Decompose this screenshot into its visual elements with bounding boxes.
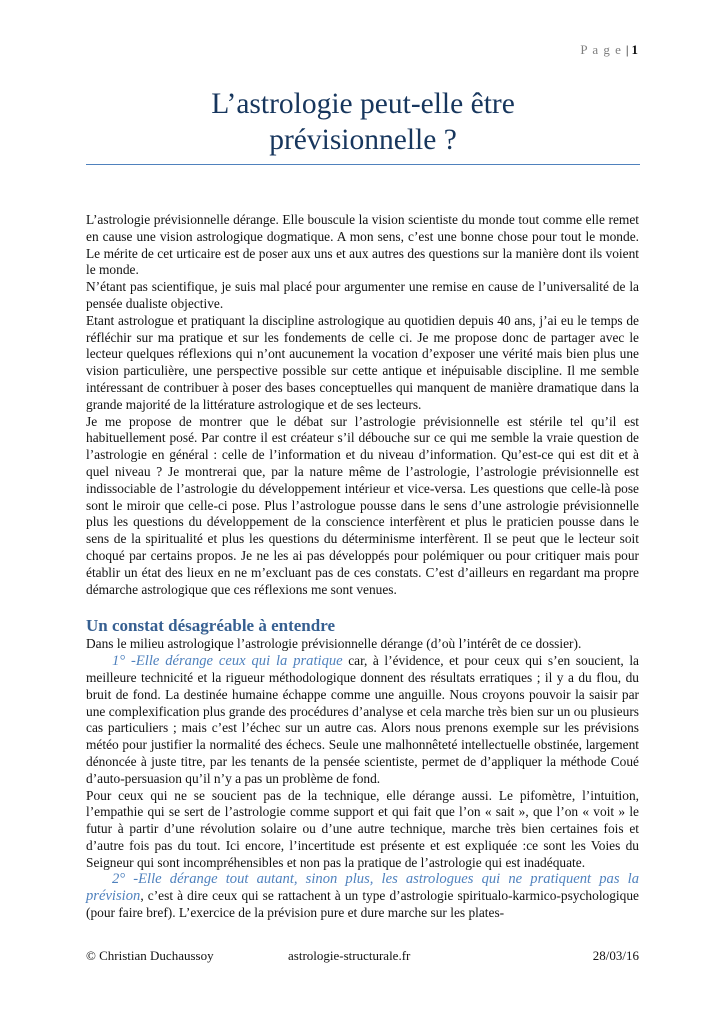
section-heading: Un constat désagréable à entendre <box>86 616 335 636</box>
point-2-text: , c’est à dire ceux qui se rattachent à un type d’astrologie spiritualo-karmico-psychologique (pour faire bref). L’exercice de la prévision pure et dure marche sur les plates- <box>86 888 639 921</box>
title-line-2: prévisionnelle ? <box>269 124 457 156</box>
title-line-1: L’astrologie peut-elle être <box>211 88 515 120</box>
footer-date: 28/03/16 <box>592 948 639 963</box>
document-title <box>86 86 640 165</box>
point-2-lead: 2° -Elle dérange tout autant, sinon plus, les astrologues qui ne pratiquent pas la prévision <box>86 871 639 905</box>
point-1-paragraph <box>86 653 639 787</box>
point-2-paragraph <box>86 871 639 921</box>
point-1-text: car, à l’évidence, et pour ceux qui s’en soucient, la meilleure technicité et la rigueur méthodologique donnent des résultats erratiques ; il y a du flou, du bruit de fond. La destinée humaine échappe comme une anguille. Nous croyons pouvoir la saisir par une complexification plus grande des procédures d’analyse et cela marche très bien sur un ou plusieurs cas particuliers ; mais c’est l’échec sur un autre cas. Alors nous prenons exemple sur les prévisions météo pour justifier la normalité des échecs. Seule une malhonnêteté intellectuelle obstinée, largement dénoncée à juste titre, par les tenants de la pensée scientiste, permet de d’appliquer la méthode Coué d’auto-persuasion qu’il n’y a pas un problème de fond. <box>86 653 639 786</box>
page-separator: | <box>625 42 630 57</box>
intro-paragraph-4: Je me propose de montrer que le débat sur l’astrologie prévisionnelle est stérile tel qu’il est habituellement posé. Par contre il est créateur s’il débouche sur ce qui me semble la vraie question de l’astrologie en général : celle de l’information et du niveau d’information. Qu’est-ce qui est dit et à quel niveau ? Je montrerai que, par la nature même de l’astrologie, l’astrologie prévisionnelle est indissociable de l’astrologie du développement intérieur et vice-versa. Les questions que celle-là pose sont le miroir que celle-ci pose. Plus l’astrologue pousse dans le sens d’une astrologie prévisionnelle plus les questions du développement de la conscience interfèrent et plus le praticien pousse dans le sens de la spiritualité et plus les questions du déterminisme interfèrent. Il se peut que le lecteur soit choqué par certains propos. Je ne les ai pas développés pour polémiquer ou pour critiquer mais pour établir un état des lieux en ne m’excluant pas de ces constats. C’est d’ailleurs en regardant ma propre démarche astrologique que ces réflexions me sont venues. <box>86 413 639 597</box>
page-number: 1 <box>631 42 639 57</box>
page-footer <box>86 948 639 966</box>
section-paragraph-1: Dans le milieu astrologique l’astrologie prévisionnelle dérange (d’où l’intérêt de ce dossier). <box>86 636 582 652</box>
document-body <box>86 212 639 922</box>
section-paragraph-2: Pour ceux qui ne se soucient pas de la technique, elle dérange aussi. Le pifomètre, l’intuition, l’empathie qui se sert de l’astrologie comme support et qui fait que l’on « sait », que l’on « voit » le futur à partir d’une révolution solaire ou d’une autre technique, marche très bien certaines fois et d’autre fois pas du tout. Ici encore, l’incertitude est présente et est expliquée :ce sont les Voies du Seigneur qui sont incompréhensibles et non pas la pratique de l’astrologie qui est inadéquate. <box>86 787 639 870</box>
page-label: P a g e <box>580 42 622 57</box>
intro-paragraph-3: Etant astrologue et pratiquant la discipline astrologique au quotidien depuis 40 ans, j’ai eu le temps de réfléchir sur ma pratique et sur les fondements de celle ci. Je me propose donc de partager avec le lecteur quelques réflexions qui n’ont aucunement la vocation d’exposer une vérité mais bien plus une vision particulière, une perspective possible sur cette antique et inépuisable discipline. Il me semble intéressant de contribuer à poser des bases conceptuelles qui manquent de manière dramatique dans la grande majorité de la littérature astrologique et de ses lecteurs. <box>86 312 639 412</box>
page-header <box>580 42 639 58</box>
intro-paragraph-1: L’astrologie prévisionnelle dérange. Elle bouscule la vision scientiste du monde tout comme elle remet en cause une vision astrologique dogmatique. A mon sens, c’est une bonne chose pour tout le monde. Le mérite de cet urticaire est de poser aux uns et aux autres des questions sur la manière dont ils voient le monde. <box>86 212 639 278</box>
intro-paragraph-2: N’étant pas scientifique, je suis mal placé pour argumenter une remise en cause de l’universalité de la pensée dualiste objective. <box>86 279 639 311</box>
footer-website: astrologie-structurale.fr <box>288 948 411 963</box>
footer-copyright: © Christian Duchaussoy <box>86 948 214 963</box>
point-1-lead: 1° -Elle dérange ceux qui la pratique <box>112 653 343 670</box>
